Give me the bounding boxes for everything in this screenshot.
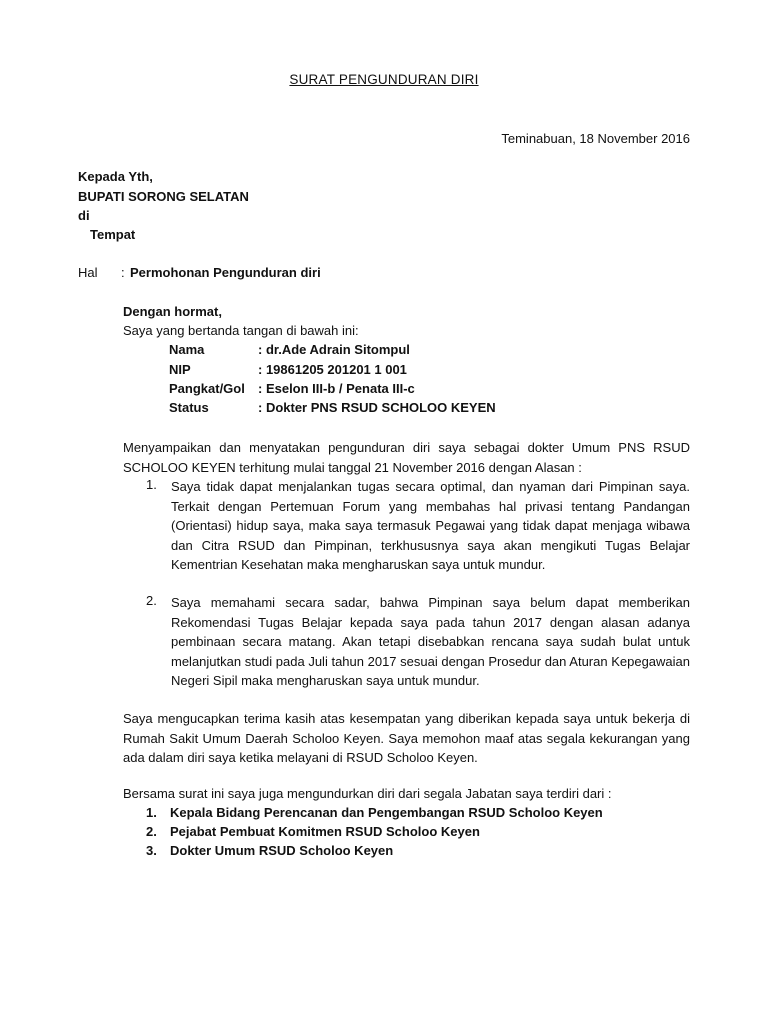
position-number: 2. — [146, 824, 157, 839]
identity-value-nip: : 19861205 201201 1 001 — [258, 362, 407, 377]
position-text: Pejabat Pembuat Komitmen RSUD Scholoo Keyen — [170, 824, 480, 839]
subject-value: Permohonan Pengunduran diri — [130, 265, 321, 280]
subject-separator: : — [121, 265, 125, 280]
salutation: Dengan hormat, — [123, 304, 222, 319]
intro-text: Saya yang bertanda tangan di bawah ini: — [123, 323, 359, 338]
addressee-di: di — [78, 208, 90, 223]
identity-label-pangkat: Pangkat/Gol — [169, 381, 245, 396]
position-number: 3. — [146, 843, 157, 858]
identity-label-nama: Nama — [169, 342, 205, 357]
letter-title: SURAT PENGUNDURAN DIRI — [289, 72, 479, 87]
addressee-place: Tempat — [90, 227, 136, 242]
identity-label-nip: NIP — [169, 362, 191, 377]
addressee-greeting: Kepada Yth, — [78, 169, 153, 184]
position-text: Dokter Umum RSUD Scholoo Keyen — [170, 843, 394, 858]
identity-value-nama: : dr.Ade Adrain Sitompul — [258, 342, 410, 357]
identity-value-pangkat: : Eselon III-b / Penata III-c — [258, 381, 415, 396]
reason-text: Saya memahami secara sadar, bahwa Pimpinan saya belum dapat memberikan Rekomendasi Tugas Belajar kepada saya pada tahun 2017 dengan alasan adanya pembinaan secara matang. Akan tetapi disebabkan rencana saya sudah bulat untuk melanjutkan studi pada Juli tahun 2017 sesuai dengan Prosedur dan Aturan Kepegawaian Negeri Sipil maka mengharuskan saya untuk mundur. — [171, 595, 690, 688]
position-text: Kepala Bidang Perencanan dan Pengembangan RSUD Scholoo Keyen — [170, 805, 603, 820]
body-intro-paragraph: Menyampaikan dan menyatakan pengunduran diri saya sebagai dokter Umum PNS RSUD SCHOLOO KEYEN terhitung mulai tanggal 21 November 2016 dengan Alasan : — [123, 440, 690, 475]
position-number: 1. — [146, 805, 157, 820]
place-date: Teminabuan, 18 November 2016 — [501, 131, 690, 146]
addressee-name: BUPATI SORONG SELATAN — [78, 189, 249, 204]
reason-number: 1. — [146, 477, 157, 492]
identity-label-status: Status — [169, 400, 209, 415]
reason-number: 2. — [146, 593, 157, 608]
subject-label: Hal — [78, 265, 98, 280]
thanks-paragraph: Saya mengucapkan terima kasih atas kesempatan yang diberikan kepada saya untuk bekerja di Rumah Sakit Umum Daerah Scholoo Keyen. Saya memohon maaf atas segala kekurangan yang ada dalam diri saya ketika melayani di RSUD Scholoo Keyen. — [123, 711, 690, 765]
positions-intro: Bersama surat ini saya juga mengundurkan diri dari segala Jabatan saya terdiri dari : — [123, 786, 612, 801]
identity-value-status: : Dokter PNS RSUD SCHOLOO KEYEN — [258, 400, 496, 415]
reason-text: Saya tidak dapat menjalankan tugas secara optimal, dan nyaman dari Pimpinan saya. Terkait dengan Pertemuan Forum yang membahas hal privasi tentang Pandangan (Orientasi) hidup saya, maka saya termasuk Pegawai yang tidak dapat menjaga wibawa dan Citra RSUD dan Pimpinan, terkhususnya saya akan mengikuti Tugas Belajar Kementrian Kesehatan maka mengharuskan saya untuk mundur. — [171, 479, 690, 572]
